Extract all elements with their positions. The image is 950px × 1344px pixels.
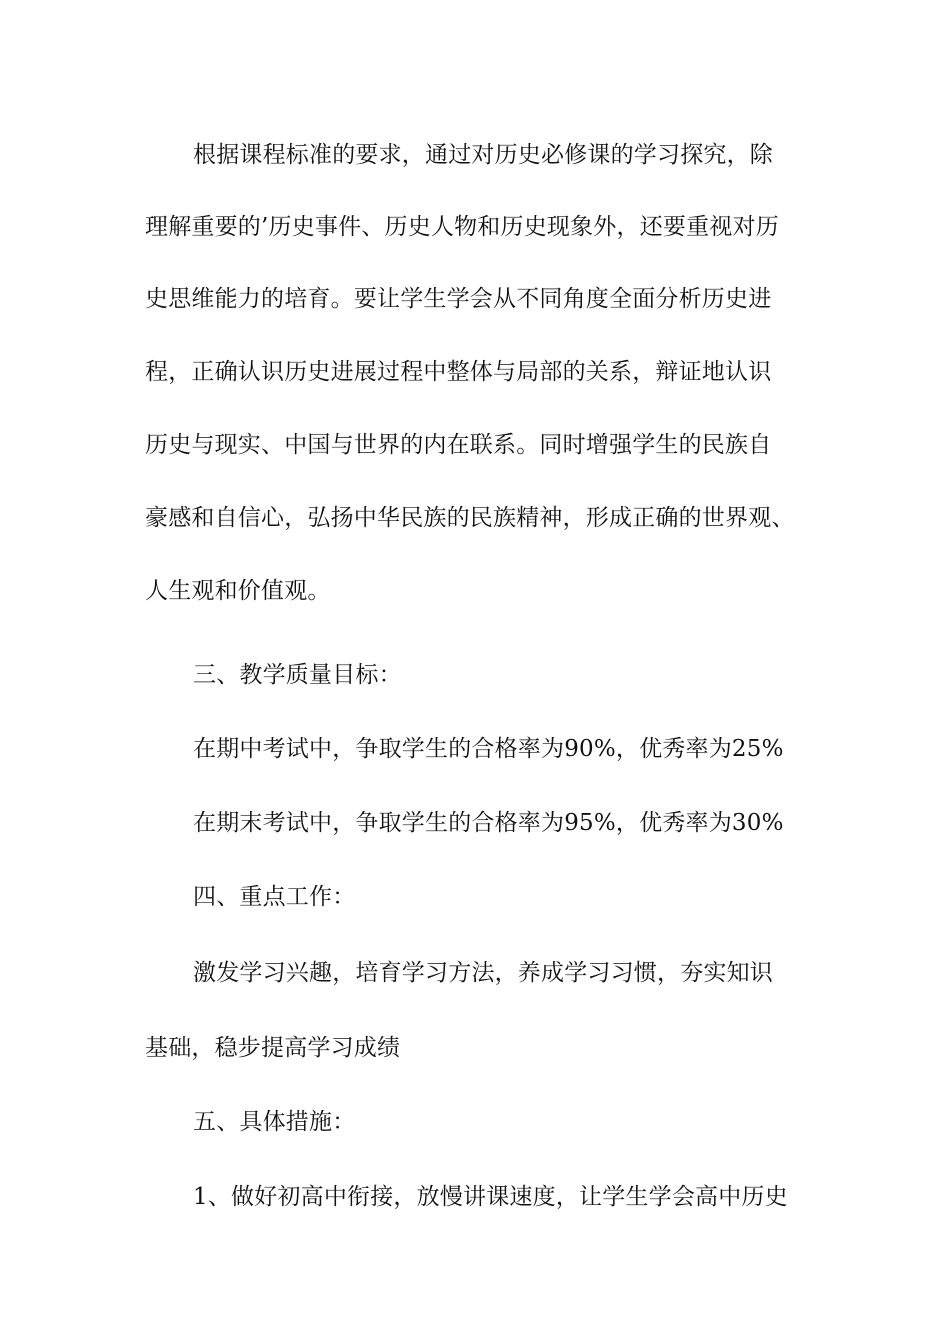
section-heading: 四、重点工作： <box>193 884 356 910</box>
paragraph-line: 基础，稳步提高学习成绩 <box>145 1035 401 1061</box>
paragraph-line: 根据课程标准的要求，通过对历史必修课的学习探究，除 <box>193 142 773 168</box>
paragraph-line: 在期中考试中，争取学生的合格率为90%，优秀率为25% <box>193 736 784 762</box>
paragraph-line: 史思维能力的培育。要让学生学会从不同角度全面分析历史进 <box>145 286 772 312</box>
paragraph-line: 理解重要的’历史事件、历史人物和历史现象外，还要重视对历 <box>145 214 779 240</box>
paragraph-line: 人生观和价值观。 <box>145 578 331 604</box>
paragraph-line: 历史与现实、中国与世界的内在联系。同时增强学生的民族自 <box>145 432 772 458</box>
paragraph-line: 在期末考试中，争取学生的合格率为95%，优秀率为30% <box>193 810 784 836</box>
paragraph-line: 激发学习兴趣，培育学习方法，养成学习习惯，夯实知识 <box>193 960 773 986</box>
paragraph-line: 程，正确认识历史进展过程中整体与局部的关系，辩证地认识 <box>145 359 772 385</box>
paragraph-line: 1、做好初高中衔接，放慢讲课速度，让学生学会高中历史 <box>193 1184 788 1210</box>
paragraph-line: 豪感和自信心，弘扬中华民族的民族精神，形成正确的世界观、 <box>145 505 795 531</box>
section-heading: 三、教学质量目标： <box>193 662 402 688</box>
section-heading: 五、具体措施： <box>193 1109 356 1135</box>
